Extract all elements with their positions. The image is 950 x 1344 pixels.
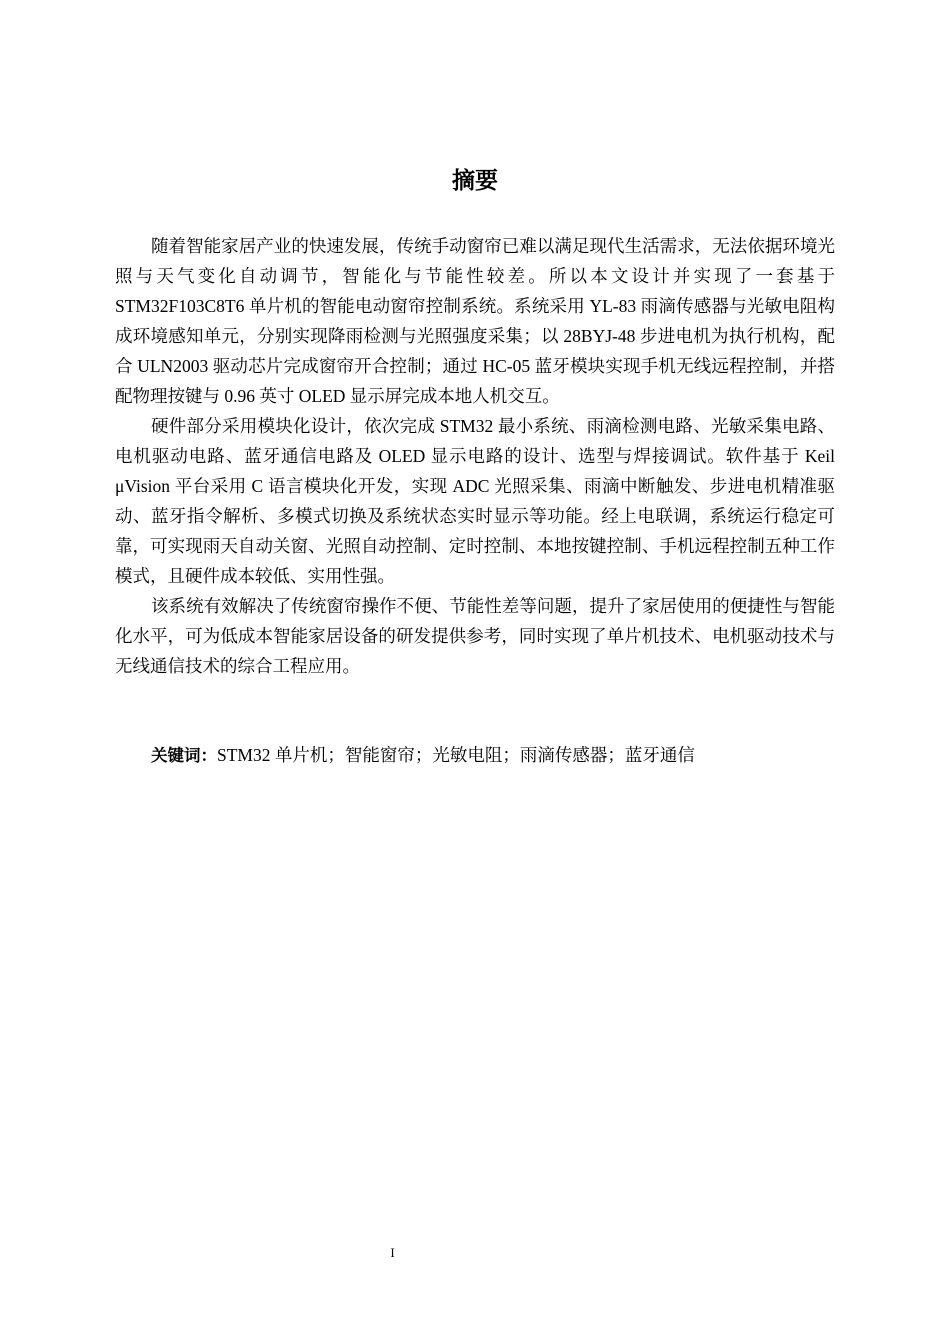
keywords-text: STM32 单片机；智能窗帘；光敏电阻；雨滴传感器；蓝牙通信 [217,745,695,765]
abstract-paragraph-1: 随着智能家居产业的快速发展，传统手动窗帘已难以满足现代生活需求，无法依据环境光照与天气变化自动调节，智能化与节能性较差。所以本文设计并实现了一套基于 STM32F103C8T6 单片机的智能电动窗帘控制系统。系统采用 YL-83 雨滴传感器与光敏电阻构成环境感知单元，分别实现降雨检测与光照强度采集；以 28BYJ-48 步进电机为执行机构，配合 ULN2003 驱动芯片完成窗帘开合控制；通过 HC-05 蓝牙模块实现手机无线远程控制，并搭配物理按键与 0.96 英寸 OLED 显示屏完成本地人机交互。 [115,236,835,406]
abstract-body [115,231,835,681]
page-number: I [390,1245,395,1260]
page-title: 摘要 [452,168,498,194]
abstract-paragraph-2: 硬件部分采用模块化设计，依次完成 STM32 最小系统、雨滴检测电路、光敏采集电路、电机驱动电路、蓝牙通信电路及 OLED 显示电路的设计、选型与焊接调试。软件基于 Keil μVision 平台采用 C 语言模块化开发，实现 ADC 光照采集、雨滴中断触发、步进电机精准驱动、蓝牙指令解析、多模式切换及系统状态实时显示等功能。经上电联调，系统运行稳定可靠，可实现雨天自动关窗、光照自动控制、定时控制、本地按键控制、手机远程控制五种工作模式，且硬件成本较低、实用性强。 [115,416,835,586]
keywords-label: 关键词： [151,746,217,765]
abstract-paragraph-3: 该系统有效解决了传统窗帘操作不便、节能性差等问题，提升了家居使用的便捷性与智能化水平，可为低成本智能家居设备的研发提供参考，同时实现了单片机技术、电机驱动技术与无线通信技术的综合工程应用。 [115,596,835,676]
keywords-line [151,740,835,771]
